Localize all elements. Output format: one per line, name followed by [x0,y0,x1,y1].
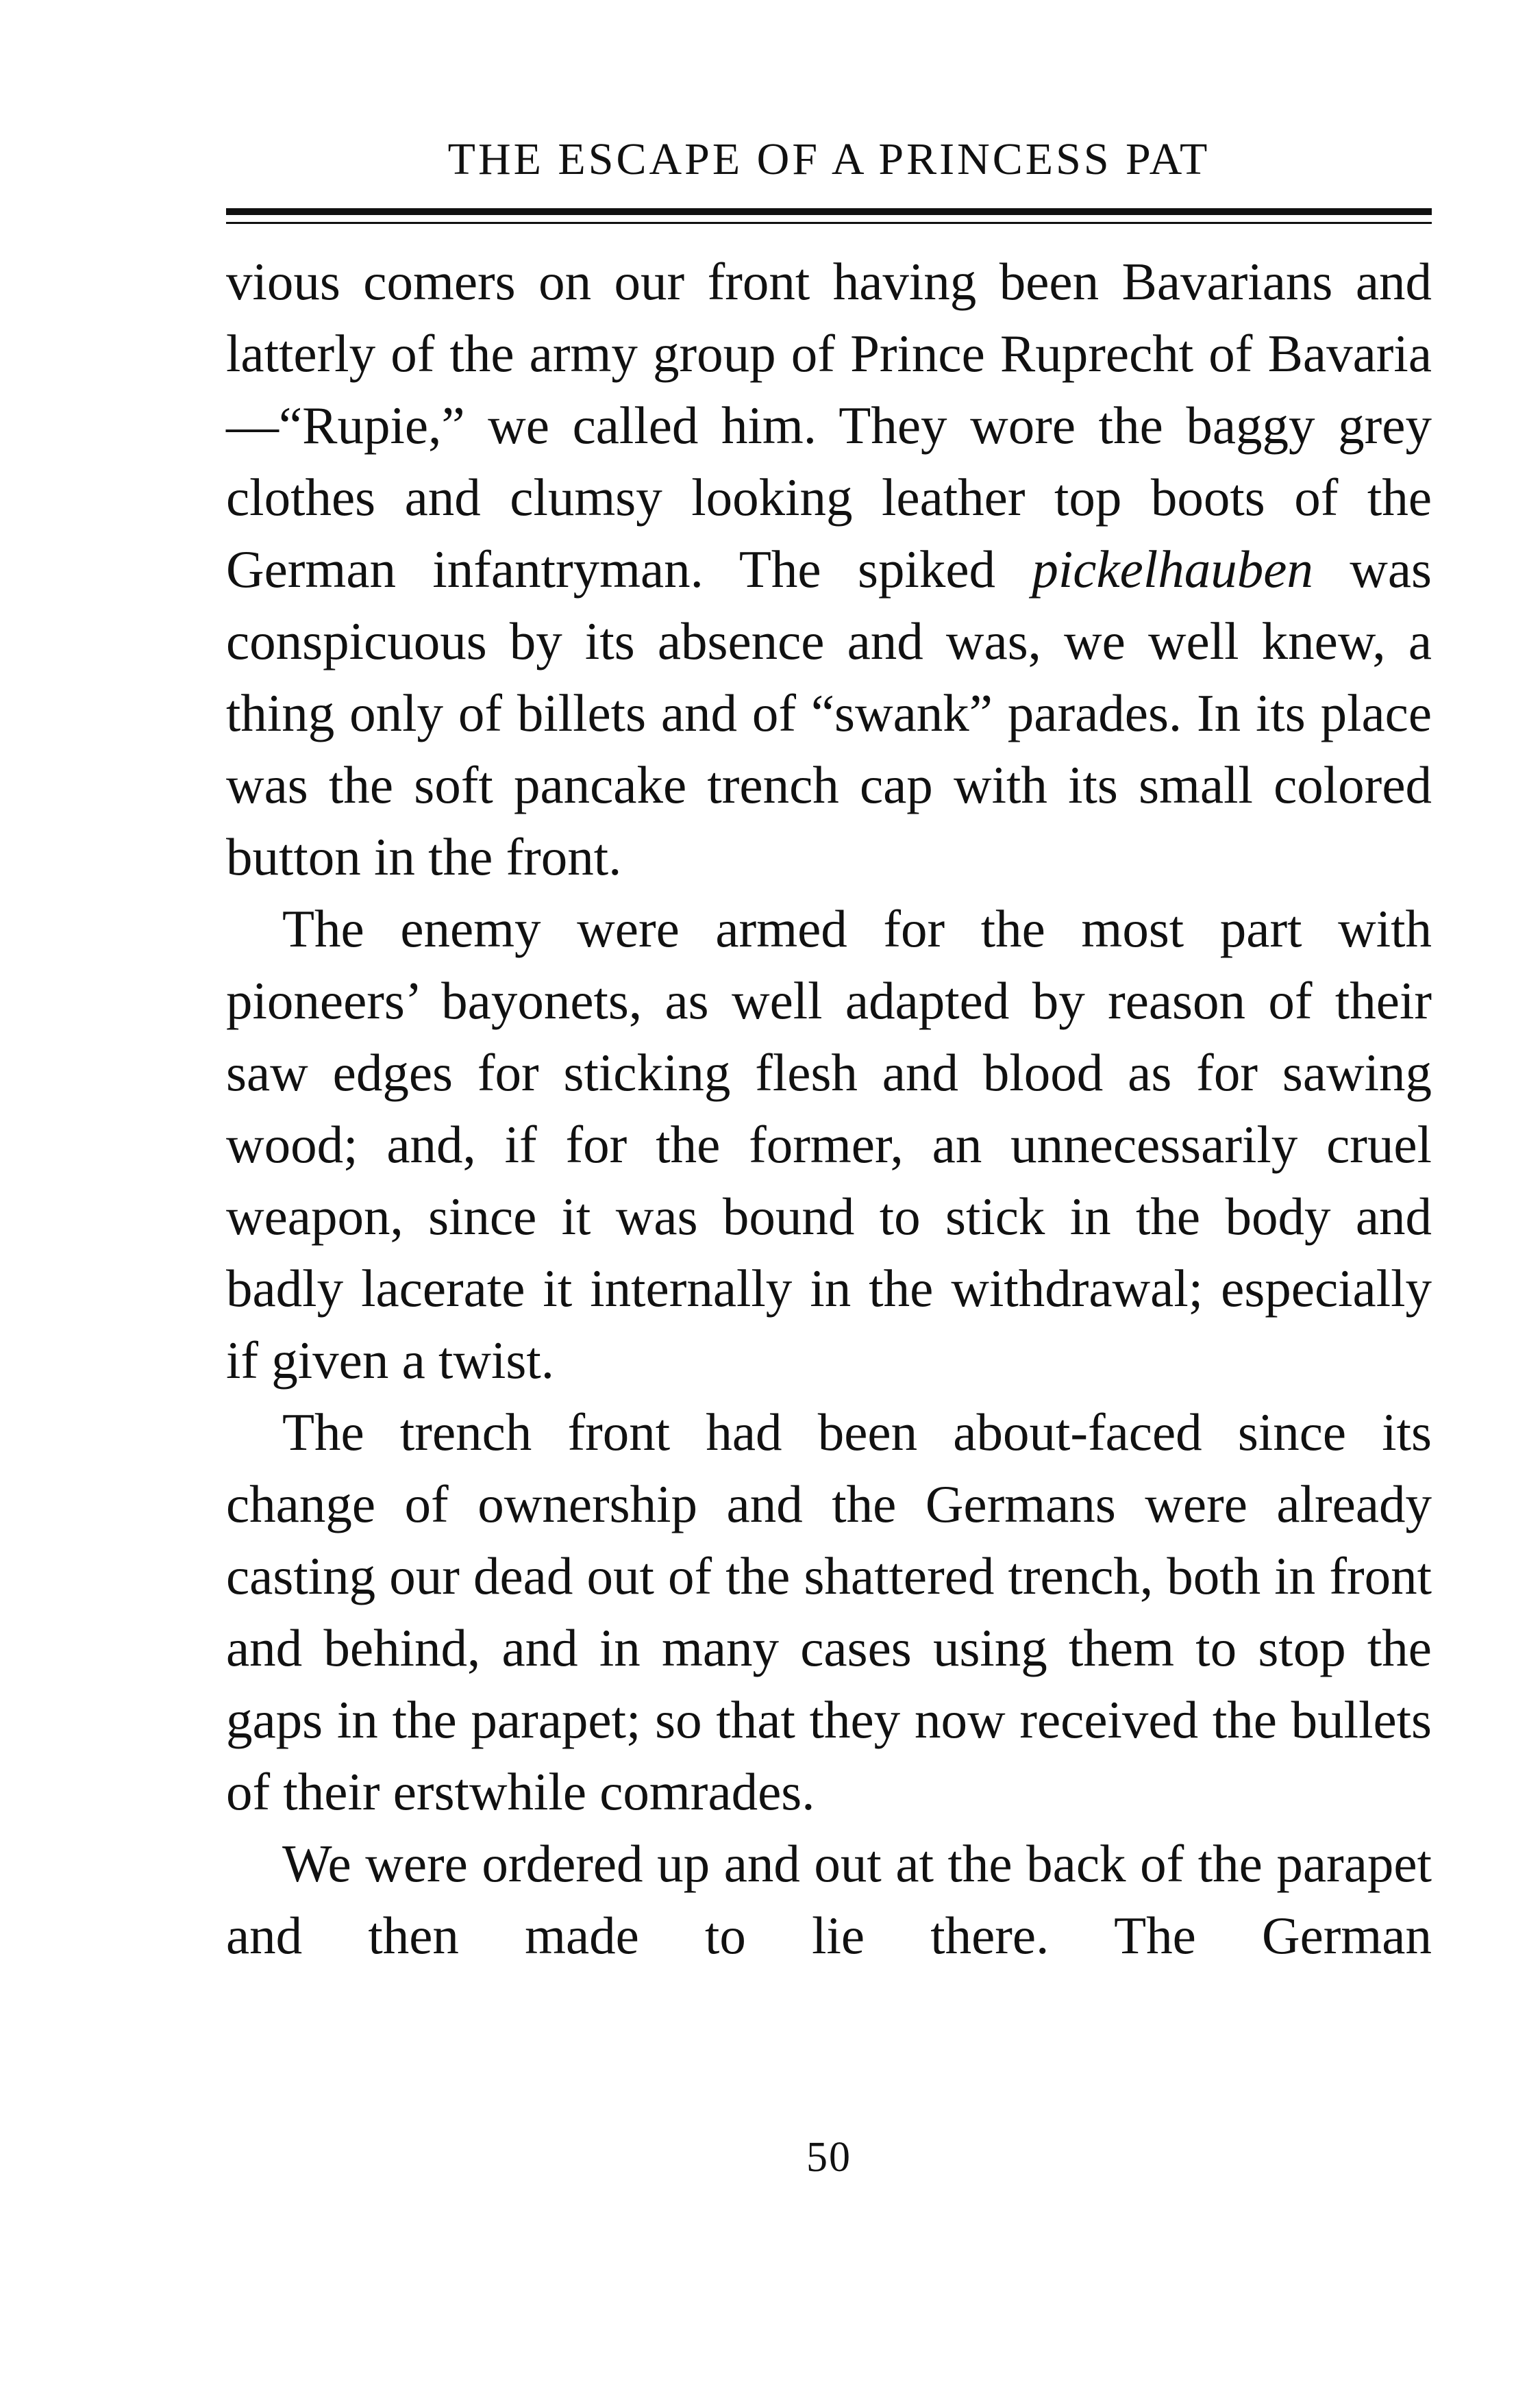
paragraph-1-text-b: was conspicuous by its absence and was, we well knew, a thing only of billets and of “swank” parades. In its place was the soft pancake trench cap with its small colored button in the front. [226,540,1432,886]
page-number: 50 [806,2134,852,2181]
paragraph-4: We were ordered up and out at the back of the parapet and then made to lie there. The German [226,1834,1432,1965]
header-rule-thin [226,222,1432,224]
paragraph-1 [226,246,1432,893]
running-head: THE ESCAPE OF A PRINCESS PAT [447,134,1210,184]
paragraph-3: The trench front had been about-faced since its change of ownership and the Germans were already casting our dead out of the shattered trench, both in front and behind, and in many cases using them to stop the gaps in the parapet; so that they now received the bullets of their erstwhile comrades. [226,1403,1432,1821]
paragraph-2: The enemy were armed for the most part with pioneers’ bayonets, as well adapted by reason of their saw edges for sticking flesh and blood as for sawing wood; and, if for the former, an unnecessarily cruel weapon, since it was bound to stick in the body and badly lacerate it internally in the withdrawal; especially if given a twist. [226,899,1432,1390]
header-rule-thick [226,208,1432,215]
body-text [226,246,1432,1972]
paragraph-1-text-a: vious comers on our front having been Bavarians and latterly of the army group of Prince Ruprecht of Bavaria—“Rupie,” we called him. They wore the baggy grey clothes and clumsy looking leather top boots of the German infantryman. The spiked [226,252,1432,599]
book-page [226,123,1432,2181]
italic-term: pickelhauben [1032,540,1313,599]
